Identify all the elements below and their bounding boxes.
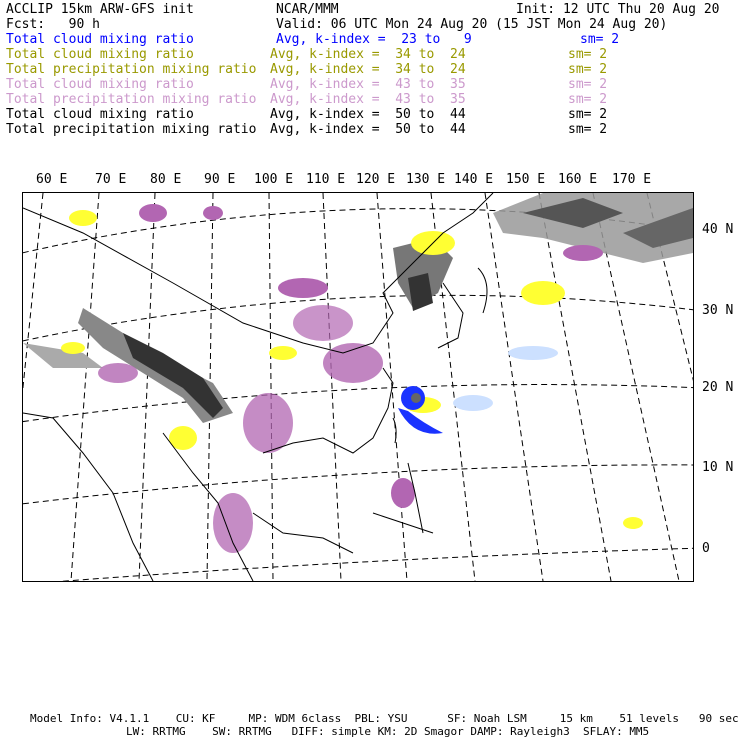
legend-field: Total precipitation mixing ratio: [6, 62, 257, 77]
longitude-label: 100 E: [254, 172, 294, 187]
legend-avg: Avg, k-index = 34 to 24: [270, 47, 466, 62]
footer-model-info: Model Info: V4.1.1 CU: KF MP: WDM 6class PBL: YSU SF: Noah LSM 15 km 51 levels 90 sec: [30, 712, 739, 725]
longitude-label: 160 E: [558, 172, 598, 187]
legend-avg: Avg, k-index = 50 to 44: [270, 107, 466, 122]
legend-sm: sm= 2: [568, 122, 608, 137]
legend-avg: Avg, k-index = 43 to 35: [270, 77, 466, 92]
longitude-label: 170 E: [612, 172, 652, 187]
legend-sm: sm= 2: [568, 77, 608, 92]
cloud-fields: [23, 193, 693, 553]
legend-field: Total cloud mixing ratio: [6, 107, 194, 122]
longitude-label: 90 E: [204, 172, 236, 187]
legend-field: Total cloud mixing ratio: [6, 77, 194, 92]
latitude-label: 10 N: [702, 460, 734, 475]
org-label: NCAR/MMM: [276, 2, 339, 17]
legend-sm: sm= 2: [568, 107, 608, 122]
legend-field: Total cloud mixing ratio: [6, 47, 194, 62]
legend-sm: sm= 2: [568, 47, 608, 62]
legend-row: [6, 107, 736, 122]
legend-sm: sm= 2: [568, 92, 608, 107]
legend-sm: sm= 2: [580, 32, 620, 47]
footer-physics-info: LW: RRTMG SW: RRTMG DIFF: simple KM: 2D Smagor DAMP: Rayleigh3 SFLAY: MM5: [126, 725, 650, 738]
model-title: ACCLIP 15km ARW-GFS init: [6, 2, 194, 17]
legend-row: [6, 122, 736, 137]
forecast-hour: Fcst: 90 h: [6, 17, 100, 32]
legend-row: [6, 62, 736, 77]
legend-avg: Avg, k-index = 43 to 35: [270, 92, 466, 107]
latitude-label: 30 N: [702, 303, 734, 318]
longitude-label: 70 E: [95, 172, 127, 187]
longitude-label: 130 E: [406, 172, 446, 187]
legend-avg: Avg, k-index = 34 to 24: [270, 62, 466, 77]
longitude-label: 80 E: [150, 172, 182, 187]
legend-row: [6, 77, 736, 92]
legend-field: Total precipitation mixing ratio: [6, 122, 257, 137]
latitude-label: 20 N: [702, 380, 734, 395]
longitude-label: 150 E: [506, 172, 546, 187]
valid-time: Valid: 06 UTC Mon 24 Aug 20 (15 JST Mon 24 Aug 20): [276, 17, 668, 32]
legend-sm: sm= 2: [568, 62, 608, 77]
longitude-label: 110 E: [306, 172, 346, 187]
legend-avg: Avg, k-index = 50 to 44: [270, 122, 466, 137]
legend-field: Total precipitation mixing ratio: [6, 92, 257, 107]
latitude-label: 0: [702, 541, 710, 556]
map-panel: [22, 192, 694, 582]
latitude-lines: [23, 209, 693, 581]
legend-row: [6, 92, 736, 107]
legend-field: Total cloud mixing ratio: [6, 32, 194, 47]
longitude-label: 140 E: [454, 172, 494, 187]
map-canvas: [23, 193, 693, 581]
longitude-label: 60 E: [36, 172, 68, 187]
legend-row: [6, 47, 736, 62]
legend-avg: Avg, k-index = 23 to 9: [276, 32, 472, 47]
legend-row: [6, 32, 736, 47]
longitude-label: 120 E: [356, 172, 396, 187]
latitude-label: 40 N: [702, 222, 734, 237]
init-time: Init: 12 UTC Thu 20 Aug 20: [516, 2, 720, 17]
